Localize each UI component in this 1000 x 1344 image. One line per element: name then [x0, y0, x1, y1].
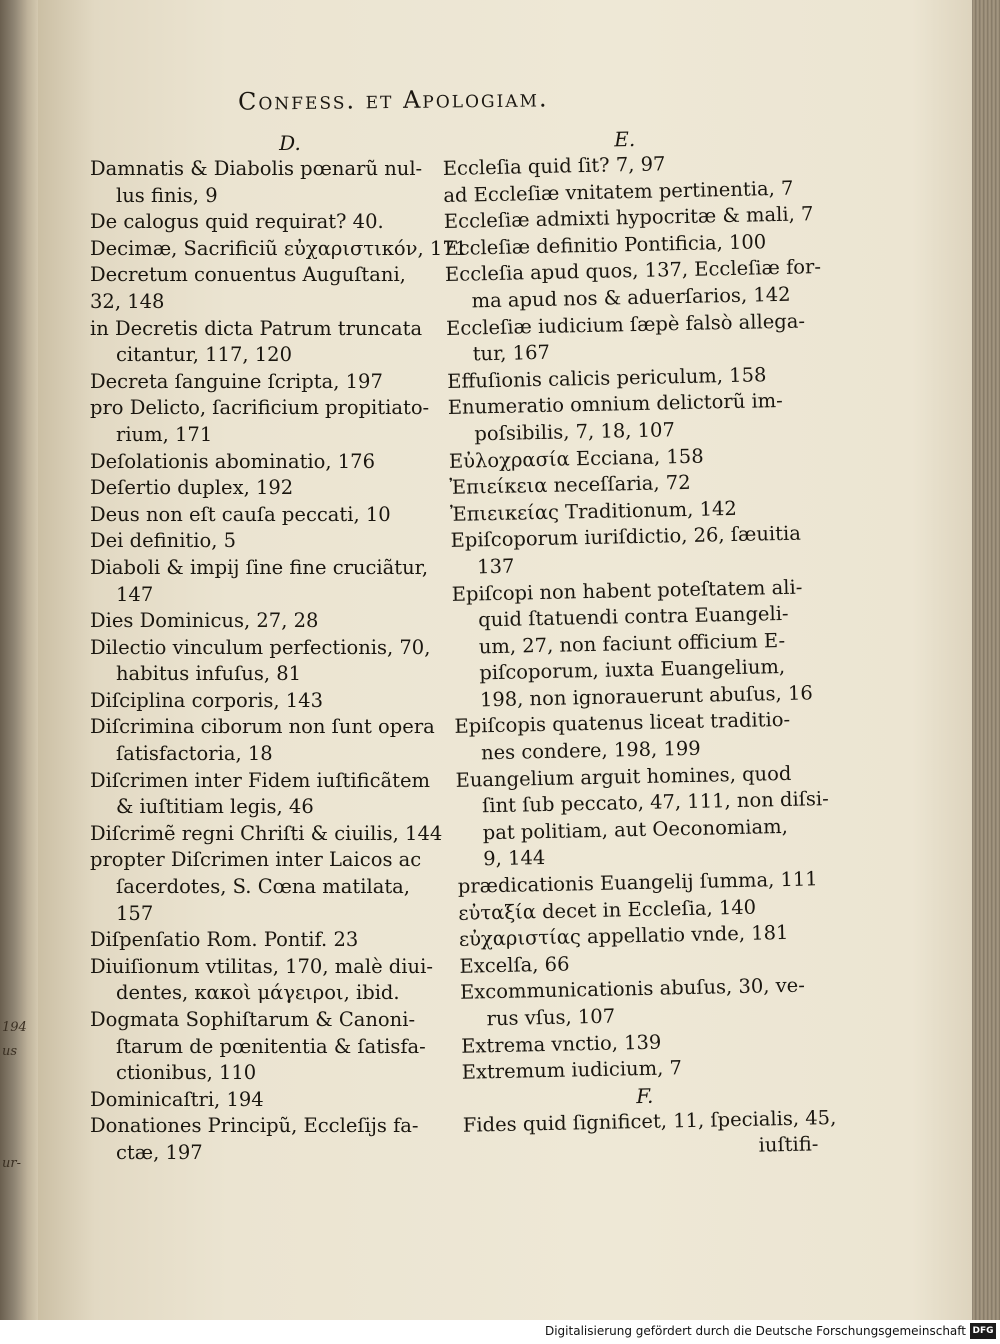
- index-entry: Dominicaſtri, 194: [90, 1087, 264, 1111]
- index-entry: Dies Dominicus, 27, 28: [90, 609, 319, 633]
- index-column-left: [90, 130, 468, 1167]
- index-entry: Decreta ſanguine ſcripta, 197: [90, 369, 383, 393]
- section-letter-d: D.: [279, 131, 301, 155]
- index-entry: Deſolationis abominatio, 176: [90, 449, 375, 473]
- index-entry: Excommunicationis abuſus, 30, ve-: [459, 973, 806, 1005]
- index-entry-continuation: ſacerdotes, S. Cœna matilata,: [116, 875, 410, 899]
- index-entry-continuation: tur, 167: [472, 340, 551, 366]
- index-entry-continuation: um, 27, non faciunt officium E-: [478, 628, 786, 659]
- section-letter-f: F.: [635, 1083, 654, 1108]
- index-entry: ad Eccleſiæ vnitatem pertinentia, 7: [443, 176, 794, 207]
- index-entry-continuation: citantur, 117, 120: [116, 343, 292, 367]
- index-entry-continuation: rium, 171: [116, 422, 213, 446]
- index-entry: Donationes Principũ, Eccleſijs fa-: [90, 1114, 419, 1138]
- index-entry-continuation: 147: [116, 582, 154, 606]
- index-entry: Extremum iudicium, 7: [461, 1056, 683, 1084]
- spine-fragment: us: [2, 1044, 18, 1059]
- index-entry-continuation: nes condere, 198, 199: [480, 736, 701, 765]
- index-entry: De calogus quid requirat? 40.: [90, 210, 384, 234]
- index-entry: prædicationis Euangelij ſumma, 111: [457, 867, 818, 898]
- index-entry: Diſcrimina ciborum non ſunt opera: [90, 715, 435, 739]
- dfg-logo: DFG: [970, 1323, 996, 1339]
- index-entry-continuation: ma apud nos & aduerſarios, 142: [471, 282, 791, 313]
- index-entry: Eccleſia apud quos, 137, Eccleſiæ for-: [444, 255, 822, 287]
- index-entry-continuation: ctionibus, 110: [116, 1061, 257, 1085]
- right-entries: [443, 148, 827, 1086]
- index-entry: εὐταξία decet in Eccleſia, 140: [458, 895, 757, 925]
- index-entry: εὐχαριστίας appellatio vnde, 181: [458, 921, 789, 952]
- spine-fragment: ur-: [2, 1156, 21, 1171]
- index-entry: Diſcrimẽ regni Chriſti & ciuilis, 144: [90, 821, 443, 845]
- index-entry: Epiſcopi non habent poteſtatem ali-: [451, 575, 803, 606]
- index-entry-continuation: 9, 144: [483, 846, 546, 871]
- left-entries: [90, 156, 468, 1167]
- index-entry: Decimæ, Sacrificiũ εὐχαριστικόν, 171: [90, 236, 468, 260]
- index-entry: Eccleſiæ iudicium ſæpè falsò allega-: [445, 309, 806, 340]
- index-column-right: [442, 122, 837, 1165]
- index-entry: Ἐπιεικείας Traditionum, 142: [449, 496, 738, 526]
- index-entry: Epiſcopis quatenus liceat traditio-: [454, 708, 791, 739]
- book-spine: [0, 0, 40, 1320]
- index-entry: propter Diſcrimen inter Laicos ac: [90, 848, 422, 872]
- index-entry: Decretum conuentus Auguſtani,: [90, 263, 406, 287]
- index-entry-continuation: poſsibilis, 7, 18, 107: [474, 418, 676, 446]
- index-entry: Euangelium arguit homines, quod: [455, 761, 792, 792]
- index-entry: Deus non eſt cauſa peccati, 10: [90, 502, 391, 526]
- spine-fragment: 194: [2, 1020, 27, 1035]
- catchword: iuſtifi-: [758, 1132, 819, 1157]
- index-entry: Deſertio duplex, 192: [90, 476, 294, 500]
- index-entry: Diſpenſatio Rom. Pontif. 23: [90, 928, 359, 952]
- index-entry: Effuſionis calicis periculum, 158: [447, 363, 767, 393]
- index-entry: in Decretis dicta Patrum truncata: [90, 316, 423, 340]
- index-entry-continuation: ſint ſub peccato, 47, 111, non diſsi-: [481, 787, 829, 818]
- running-title: Confess. et Apologiam.: [237, 84, 549, 116]
- index-entry-continuation: rus vſus, 107: [486, 1004, 616, 1031]
- index-entry-continuation: habitus infuſus, 81: [116, 662, 302, 686]
- index-entry: Εὐλοχρασία Ecciana, 158: [448, 444, 704, 473]
- index-entry: Dogmata Sophiſtarum & Canoni-: [90, 1008, 416, 1031]
- index-entry: Excelſa, 66: [459, 952, 570, 978]
- section-letter-e: E.: [613, 126, 636, 152]
- index-entry-continuation: & iuſtitiam legis, 46: [116, 795, 314, 819]
- index-entry-continuation: ctæ, 197: [116, 1140, 203, 1164]
- index-entry: Enumeratio omnium delictorũ im-: [447, 389, 784, 420]
- index-entry: Dei definitio, 5: [90, 529, 237, 553]
- index-entry: 32, 148: [90, 289, 165, 313]
- footer-credit: Digitalisierung gefördert durch die Deutsche Forschungsgemeinschaft: [544, 1324, 966, 1338]
- index-entry: Ἐπιείκεια neceſſaria, 72: [449, 470, 691, 500]
- index-entry: Eccleſia quid ſit? 7, 97: [442, 152, 666, 180]
- page-edges: [972, 0, 1000, 1320]
- index-entry-continuation: ſtarum de pœnitentia & ſatisfa-: [116, 1034, 426, 1058]
- index-entry: pro Delicto, ſacrificium propitiato-: [90, 396, 430, 420]
- index-entry-continuation: pat politiam, aut Oeconomiam,: [482, 814, 789, 845]
- index-entry: Diuiſionum vtilitas, 170, malè diui-: [90, 954, 433, 978]
- index-entry: Epiſcoporum iuriſdictio, 26, ſæuitia: [450, 521, 802, 553]
- index-entry-continuation: 137: [476, 554, 515, 579]
- index-entry: Diſcrimen inter Fidem iuſtificãtem: [90, 768, 431, 792]
- index-entry-continuation: ſatisfactoria, 18: [116, 742, 273, 766]
- index-entry: Eccleſiæ admixti hypocritæ & mali, 7: [443, 202, 814, 234]
- index-entry: Extrema vnctio, 139: [460, 1030, 662, 1058]
- index-entry-continuation: lus finis, 9: [116, 183, 218, 207]
- index-entry: Dilectio vinculum perfectionis, 70,: [90, 635, 431, 659]
- index-entry-continuation: 157: [116, 901, 154, 925]
- index-entry-continuation: 198, non ignorauerunt abuſus, 16: [479, 681, 813, 712]
- index-entry: Diaboli & impij ſine fine cruciãtur,: [90, 555, 429, 579]
- index-entry: Damnatis & Diabolis pœnarũ nul-: [90, 157, 423, 180]
- index-entry-continuation: quid ſtatuendi contra Euangeli-: [478, 601, 789, 632]
- index-entry: Fides quid ſignificet, 11, ſpecialis, 45,: [462, 1105, 837, 1137]
- index-entry: Diſciplina corporis, 143: [90, 688, 323, 712]
- index-entry-continuation: piſcoporum, iuxta Euangelium,: [479, 655, 786, 685]
- index-entry: Eccleſiæ definitio Pontificia, 100: [444, 230, 767, 260]
- index-entry-continuation: dentes, κακοὶ μάγειροι, ibid.: [116, 981, 400, 1005]
- footer-bar: [0, 1320, 1000, 1344]
